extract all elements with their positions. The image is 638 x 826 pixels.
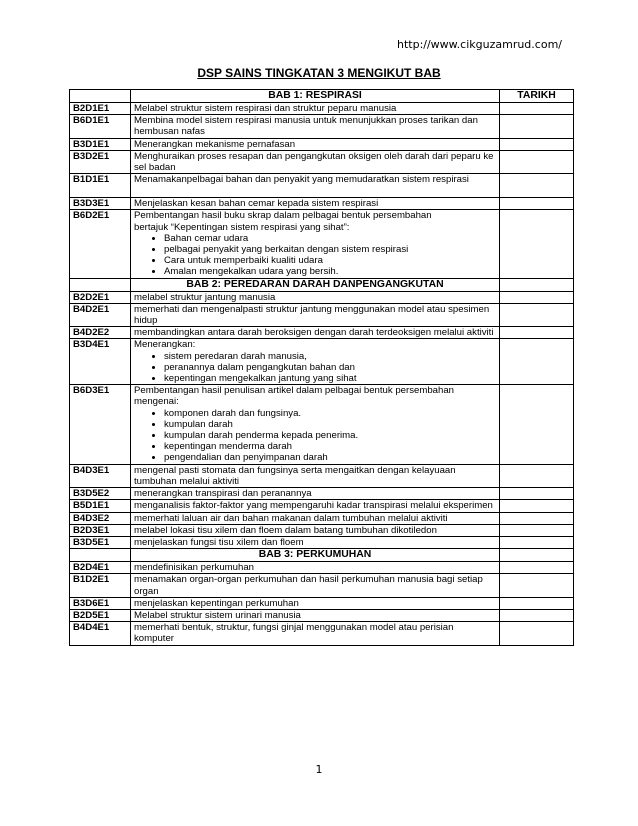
- row-date: [500, 464, 574, 487]
- table-row: [70, 562, 574, 574]
- row-code: B3D4E1: [70, 339, 131, 385]
- bullet-item: • kumpulan darah: [164, 419, 496, 430]
- bullet-list: [134, 351, 496, 385]
- row-desc: Melabel struktur sistem urinari manusia: [131, 609, 500, 621]
- row-date: [500, 210, 574, 278]
- row-desc: memerhati bentuk, struktur, fungsi ginjal menggunakan model atau perisian komputer: [131, 622, 500, 645]
- row-code: B3D5E1: [70, 536, 131, 548]
- bullet-item: • peranannya dalam pengangkutan bahan dan: [164, 362, 496, 373]
- table-row: [70, 574, 574, 597]
- row-date: [500, 385, 574, 464]
- row-desc: memerhati laluan air dan bahan makanan dalam tumbuhan melalui aktiviti: [131, 512, 500, 524]
- row-desc-sub: bertajuk “Kepentingan sistem respirasi yang sihat”:: [134, 221, 350, 233]
- bullet-item: • Cara untuk memperbaiki kualiti udara: [164, 255, 496, 266]
- row-desc: memerhati dan mengenalpasti struktur jantung menggunakan model atau spesimen hidup: [131, 303, 500, 326]
- row-desc: Membina model sistem respirasi manusia untuk menunjukkan proses tarikan dan hembusan nafas: [131, 115, 500, 138]
- row-code: B4D3E1: [70, 464, 131, 487]
- table-row: [70, 500, 574, 512]
- row-code: B3D2E1: [70, 150, 131, 173]
- row-code: B2D2E1: [70, 291, 131, 303]
- row-desc: Menjelaskan kesan bahan cemar kepada sistem respirasi: [131, 198, 500, 210]
- row-date: [500, 103, 574, 115]
- table-row: [70, 291, 574, 303]
- row-date: [500, 488, 574, 500]
- table-row: [70, 327, 574, 339]
- row-desc: Melabel struktur sistem respirasi dan struktur peparu manusia: [131, 103, 500, 115]
- row-desc: mendefinisikan perkumuhan: [131, 562, 500, 574]
- bab2-header-empty: [70, 278, 131, 291]
- row-date: [500, 500, 574, 512]
- table-row: [70, 464, 574, 487]
- header-url: http://www.cikguzamrud.com/: [396, 38, 562, 51]
- row-code: B2D4E1: [70, 562, 131, 574]
- row-code: B4D2E2: [70, 327, 131, 339]
- row-code: B3D3E1: [70, 198, 131, 210]
- bullet-list: [134, 233, 496, 278]
- table-row: [70, 622, 574, 645]
- row-code: B1D2E1: [70, 574, 131, 597]
- row-date: [500, 138, 574, 150]
- row-date: [500, 562, 574, 574]
- row-desc: menjelaskan kepentingan perkumuhan: [131, 597, 500, 609]
- table-row: [70, 524, 574, 536]
- row-code: B1D1E1: [70, 174, 131, 198]
- row-desc-lead: Pembentangan hasil penulisan artikel dalam pelbagai bentuk persembahan mengenai:: [134, 385, 455, 408]
- row-date: [500, 303, 574, 326]
- row-desc: menjelaskan fungsi tisu xilem dan floem: [131, 536, 500, 548]
- row-code: B3D6E1: [70, 597, 131, 609]
- table-row: [70, 609, 574, 621]
- table-row: [70, 303, 574, 326]
- row-desc: melabel struktur jantung manusia: [131, 291, 500, 303]
- row-date: [500, 597, 574, 609]
- document-title: DSP SAINS TINGKATAN 3 MENGIKUT BAB: [197, 66, 441, 80]
- row-date: [500, 574, 574, 597]
- bab3-header-empty: [70, 549, 131, 562]
- row-code: B3D5E2: [70, 488, 131, 500]
- row-code: B2D3E1: [70, 524, 131, 536]
- row-date: [500, 150, 574, 173]
- row-desc: Menghuraikan proses resapan dan pengangkutan oksigen oleh darah dari peparu ke sel badan: [131, 150, 500, 173]
- bab3-title: BAB 3: PERKUMUHAN: [131, 549, 500, 562]
- row-desc: Menamakanpelbagai bahan dan penyakit yang memudaratkan sistem respirasi: [131, 174, 500, 198]
- row-code: B6D3E1: [70, 385, 131, 464]
- bullet-item: • sistem peredaran darah manusia,: [164, 351, 496, 362]
- bullet-item: • pelbagai penyakit yang berkaitan dengan sistem respirasi: [164, 244, 496, 255]
- row-date: [500, 524, 574, 536]
- row-desc: [131, 339, 500, 385]
- table-row: [70, 115, 574, 138]
- table-row: [70, 488, 574, 500]
- table-row: [70, 339, 574, 385]
- row-date: [500, 609, 574, 621]
- row-desc: [131, 385, 500, 464]
- row-desc: [131, 210, 500, 278]
- table-row: [70, 597, 574, 609]
- tarikh-header: TARIKH: [500, 90, 574, 103]
- table-row: [70, 536, 574, 548]
- bullet-item: • Bahan cemar udara: [164, 233, 496, 244]
- row-code: B2D1E1: [70, 103, 131, 115]
- bullet-list: [134, 408, 496, 464]
- bullet-item: • kepentingan mengekalkan jantung yang sihat: [164, 373, 496, 384]
- row-desc: menerangkan transpirasi dan peranannya: [131, 488, 500, 500]
- table-row: [70, 385, 574, 464]
- row-code: B4D4E1: [70, 622, 131, 645]
- bab2-title: BAB 2: PEREDARAN DARAH DANPENGANGKUTAN: [131, 278, 500, 291]
- row-date: [500, 536, 574, 548]
- row-code: B6D2E1: [70, 210, 131, 278]
- row-desc: membandingkan antara darah beroksigen dengan darah terdeoksigen melalui aktiviti: [131, 327, 500, 339]
- row-desc: menganalisis faktor-faktor yang mempengaruhi kadar transpirasi melalui eksperimen: [131, 500, 500, 512]
- table-row: [70, 210, 574, 278]
- row-date: [500, 549, 574, 562]
- row-code: B6D1E1: [70, 115, 131, 138]
- table-row: [70, 198, 574, 210]
- row-code: B4D3E2: [70, 512, 131, 524]
- bullet-item: • pengendalian dan penyimpanan darah: [164, 452, 496, 463]
- row-date: [500, 622, 574, 645]
- row-code: B4D2E1: [70, 303, 131, 326]
- row-desc: mengenal pasti stomata dan fungsinya serta mengaitkan dengan kelayuaan tumbuhan melalui aktiviti: [131, 464, 500, 487]
- bullet-item: • Amalan mengekalkan udara yang bersih.: [164, 266, 496, 277]
- row-date: [500, 512, 574, 524]
- row-desc: Menerangkan mekanisme pernafasan: [131, 138, 500, 150]
- row-code: B5D1E1: [70, 500, 131, 512]
- row-desc: menamakan organ-organ perkumuhan dan hasil perkumuhan manusia bagi setiap organ: [131, 574, 500, 597]
- bab3-header-row: [70, 549, 574, 562]
- dsp-table: [69, 89, 574, 646]
- row-code: B2D5E1: [70, 609, 131, 621]
- row-desc-lead: Pembentangan hasil buku skrap dalam pelbagai bentuk persembahan: [134, 210, 432, 222]
- bullet-item: • komponen darah dan fungsinya.: [164, 408, 496, 419]
- row-desc: melabel lokasi tisu xilem dan floem dalam batang tumbuhan dikotiledon: [131, 524, 500, 536]
- page-number: 1: [315, 763, 323, 776]
- bab1-title: BAB 1: RESPIRASI: [131, 90, 500, 103]
- bab1-header-empty: [70, 90, 131, 103]
- bullet-item: • kumpulan darah penderma kepada penerima.: [164, 430, 496, 441]
- row-date: [500, 291, 574, 303]
- row-date: [500, 115, 574, 138]
- table-row: [70, 174, 574, 198]
- table-row: [70, 150, 574, 173]
- table-row: [70, 103, 574, 115]
- table-row: [70, 138, 574, 150]
- table-row: [70, 512, 574, 524]
- bab2-header-row: [70, 278, 574, 291]
- row-date: [500, 278, 574, 291]
- row-date: [500, 339, 574, 385]
- row-date: [500, 174, 574, 198]
- row-code: B3D1E1: [70, 138, 131, 150]
- bab1-header-row: [70, 90, 574, 103]
- bullet-item: • kepentingan menderma darah: [164, 441, 496, 452]
- row-desc-lead: Menerangkan:: [134, 339, 196, 351]
- row-date: [500, 198, 574, 210]
- row-date: [500, 327, 574, 339]
